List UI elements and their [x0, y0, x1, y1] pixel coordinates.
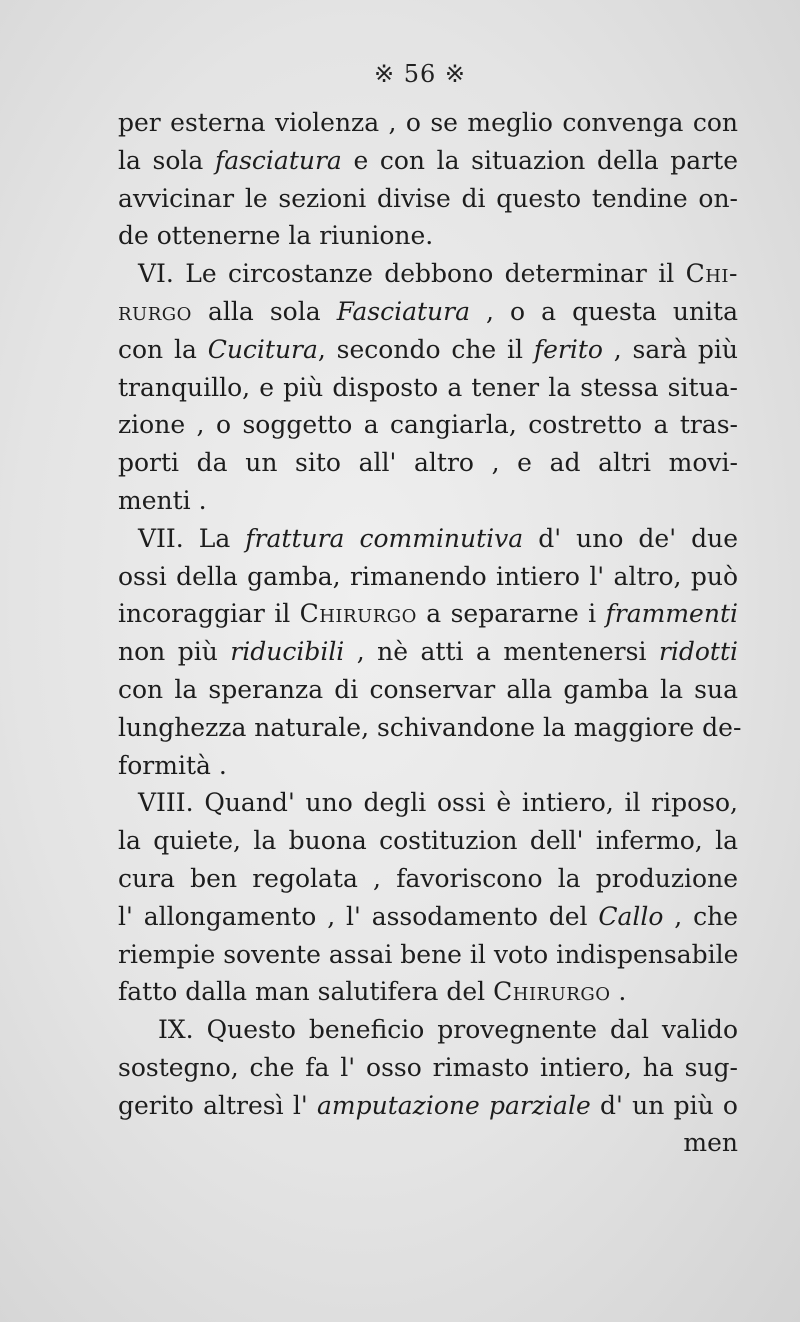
italic-term: ferito: [533, 334, 603, 364]
text-segment: IX. Questo beneficio provegnente dal valido: [158, 1015, 738, 1045]
small-caps-term: Chirurgo: [299, 599, 417, 629]
text-segment: per esterna violenza , o se meglio convenga con: [118, 108, 738, 137]
text-segment: l' allongamento , l' assodamento del: [118, 901, 599, 931]
small-caps-term: Chirurgo: [493, 977, 611, 1007]
text-segment: e con la situazion della parte: [341, 145, 739, 175]
italic-term: Cucitura: [207, 334, 318, 364]
small-caps-term: Chi-: [685, 259, 738, 289]
text-line: [118, 293, 738, 331]
text-segment: , nè atti a mentenersi: [344, 637, 659, 667]
text-line: [118, 369, 738, 407]
italic-term: amputazione parziale: [316, 1090, 591, 1120]
small-caps-term: rurgo: [118, 296, 192, 326]
text-segment: ossi della gamba, rimanendo intiero l' altro, può: [118, 561, 738, 591]
text-segment: .: [610, 977, 627, 1007]
page-number: ※ 56 ※: [373, 60, 466, 88]
body-text: [118, 104, 742, 1125]
text-segment: la quiete, la buona costituzion dell' infermo, la: [118, 826, 738, 856]
text-segment: , che: [663, 901, 738, 931]
text-line: [118, 709, 742, 747]
text-line: [118, 1087, 738, 1125]
text-segment: de ottenerne la riunione.: [118, 221, 434, 251]
text-line: [118, 633, 738, 671]
text-segment: tranquillo, e più disposto a tener la stessa situa-: [118, 372, 738, 402]
text-line: [118, 747, 738, 785]
text-line: [118, 104, 738, 142]
text-segment: con la speranza di conservar alla gamba la sua: [118, 674, 738, 704]
text-line: [118, 255, 738, 293]
text-line: [118, 671, 738, 709]
italic-term: riducibili: [230, 637, 345, 667]
italic-term: frammenti: [605, 599, 738, 629]
catchword-block: [118, 1124, 738, 1162]
catchword: men: [683, 1128, 738, 1157]
text-line: [118, 595, 738, 633]
text-segment: la sola: [118, 145, 215, 175]
italic-term: frattura comminutiva: [245, 523, 524, 553]
text-line: [118, 444, 738, 482]
text-segment: porti da un sito all' altro , e ad altri movi-: [118, 448, 738, 478]
text-segment: , sarà più: [602, 334, 739, 364]
italic-term: ridotti: [658, 637, 738, 667]
italic-term: fasciatura: [214, 145, 342, 175]
text-line: [118, 482, 738, 520]
text-segment: , secondo che il: [317, 334, 534, 364]
text-line: [118, 142, 738, 180]
text-line: [118, 898, 738, 936]
text-segment: d' uno de' due: [523, 523, 738, 553]
text-line: [118, 331, 738, 369]
text-line: [118, 1049, 738, 1087]
text-line: [118, 973, 738, 1011]
text-segment: incoraggiar il: [118, 599, 300, 629]
text-line: [118, 1011, 738, 1049]
text-segment: fatto dalla man salutifera del: [118, 977, 494, 1007]
italic-term: Callo: [598, 901, 664, 931]
text-line: [118, 936, 738, 974]
italic-term: Fasciatura: [336, 296, 470, 326]
text-line: [118, 860, 738, 898]
text-segment: lunghezza naturale, schivandone la maggiore de-: [118, 712, 742, 742]
text-line: [118, 406, 738, 444]
text-segment: non più: [118, 637, 231, 667]
text-segment: sostegno, che fa l' osso rimasto intiero, ha sug-: [118, 1052, 738, 1082]
text-line: [118, 784, 738, 822]
text-segment: con la: [118, 334, 208, 364]
text-segment: alla sola: [191, 296, 337, 326]
text-segment: VII. La: [138, 523, 246, 553]
text-segment: formità .: [118, 750, 227, 780]
text-segment: cura ben regolata , favoriscono la produzione: [118, 863, 738, 893]
text-segment: gerito altresì l': [118, 1090, 317, 1120]
text-segment: menti .: [118, 485, 207, 515]
text-line: [118, 180, 738, 218]
text-segment: d' un più o: [590, 1090, 738, 1120]
text-segment: VI. Le circostanze debbono determinar il: [138, 259, 686, 289]
text-line: [118, 520, 738, 558]
text-segment: a separarne i: [416, 599, 606, 629]
text-segment: riempie sovente assai bene il voto indispensabile: [118, 939, 739, 969]
text-segment: VIII. Quand' uno degli ossi è intiero, il riposo,: [138, 788, 738, 818]
text-segment: zione , o soggetto a cangiarla, costretto a tras-: [118, 410, 738, 440]
text-line: [118, 217, 738, 255]
text-segment: , o a questa unita: [469, 296, 738, 326]
text-line: [118, 822, 738, 860]
text-segment: avvicinar le sezioni divise di questo tendine on-: [118, 183, 738, 213]
text-line: [118, 558, 738, 596]
